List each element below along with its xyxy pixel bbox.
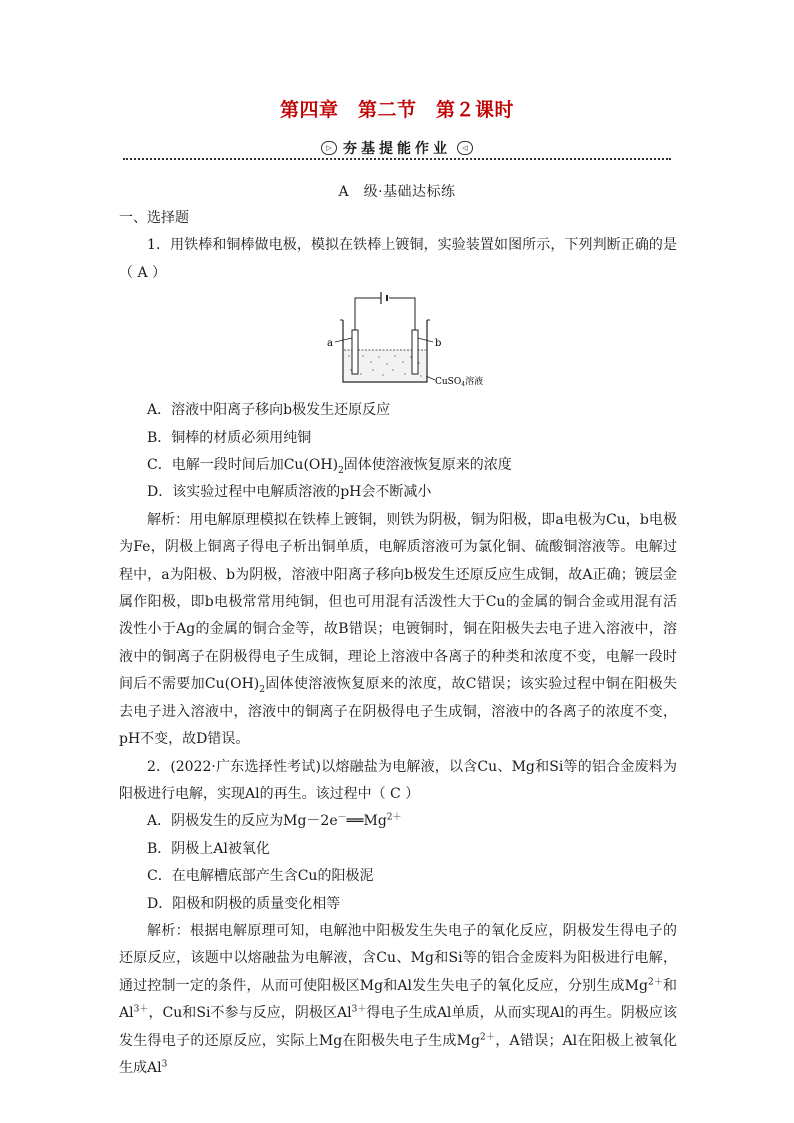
banner-right-arrow-icon: ◁ [457,141,473,155]
q2-analysis: 解析：根据电解原理可知，电解池中阳极发生失电子的氧化反应，阴极发生得电子的还原反应，该题中以熔融盐为电解液，含Cu、Mg和Si等的铝合金废料为阳极进行电解，通过控制一定的条件，从而可使阳极区Mg和Al发生失电子的氧化反应，分别生成$Mg^{2+}$和$Al^{3+}$，Cu和Si不参与反应，阴极区$Al^{3+}$得电子生成Al单质，从而实现Al的再生。阴极应该发生得电子的还原反应，实际上Mg在阳极失电子生成$Mg^{2+}$，A错误；Al在阳极上被氧化生成Al$^3$ [119,922,677,1076]
content [119,205,677,1082]
q1-option-d: D．该实验过程中电解质溶液的pH会不断减小 [147,484,432,501]
q1-option-b: B．铜棒的材质必须用纯铜 [147,429,312,446]
banner-dotted-line [123,158,671,160]
electrode-a-label: a [327,338,333,350]
banner-label: 夯基提能作业 [343,141,451,157]
question-2-stem: 2．(2022·广东选择性考试)以熔融盐为电解液，以含Cu、Mg和Si等的铝合金废料为阳极进行电解，实现Al的再生。该过程中（ C ） [119,758,677,802]
section-heading: 一、选择题 [119,210,189,226]
question-1-stem: 1．用铁棒和铜棒做电极，模拟在铁棒上镀铜，实验装置如图所示，下列判断正确的是（ A ） [119,237,677,281]
q2-option-a: A．阴极发生的反应为$Mg-2e^-══Mg^{2+}$ [147,812,402,830]
electrode-b-label: b [435,338,442,350]
apparatus-diagram [323,290,484,394]
q2-option-d: D．阳极和阴极的质量变化相等 [147,895,341,912]
level-heading: A 级·基础达标练 [338,184,456,200]
q1-option-c: C．电解一段时间后加$Cu(OH)_2$固体使溶液恢复原来的浓度 [147,457,512,476]
solution-label: CuSO$_4$溶液 [435,377,484,389]
exercise-banner [123,138,671,160]
chapter-title: 第四章 第二节 第２课时 [279,99,514,121]
q2-option-b: B．阴极上Al被氧化 [147,840,270,857]
banner-left-arrow-icon: ▷ [321,141,337,155]
electroplating-apparatus-figure [119,287,677,397]
q2-option-c: C．在电解槽底部产生含Cu的阳极泥 [147,868,374,885]
q1-option-a: A．溶液中阳离子移向b极发生还原反应 [147,402,391,419]
q1-analysis: 解析：用电解原理模拟在铁棒上镀铜，则铁为阴极，铜为阳极，即a电极为Cu，b电极为Fe，阴极上铜离子得电子析出铜单质，电解质溶液可为氯化铜、硫酸铜溶液等。电解过程中，a为阳极、b为阴极，溶液中阳离子移向b极发生还原反应生成铜，故A正确；镀层金属作阳极，即b电极常常用纯铜，但也可用混有活泼性大于Cu的金属的铜合金或用混有活泼性小于Ag的金属的铜合金等，故B错误；电镀铜时，铜在阳极失去电子进入溶液中，溶液中的铜离子在阴极得电子生成铜，理论上溶液中各离子的种类和浓度不变，电解一段时间后不需要加$Cu(OH)_2$固体使溶液恢复原来的浓度，故C错误；该实验过程中铜在阳极失去电子进入溶液中，溶液中的铜离子在阴极得电子生成铜，溶液中的各离子的浓度不变，pH不变，故D错误。 [119,511,677,748]
